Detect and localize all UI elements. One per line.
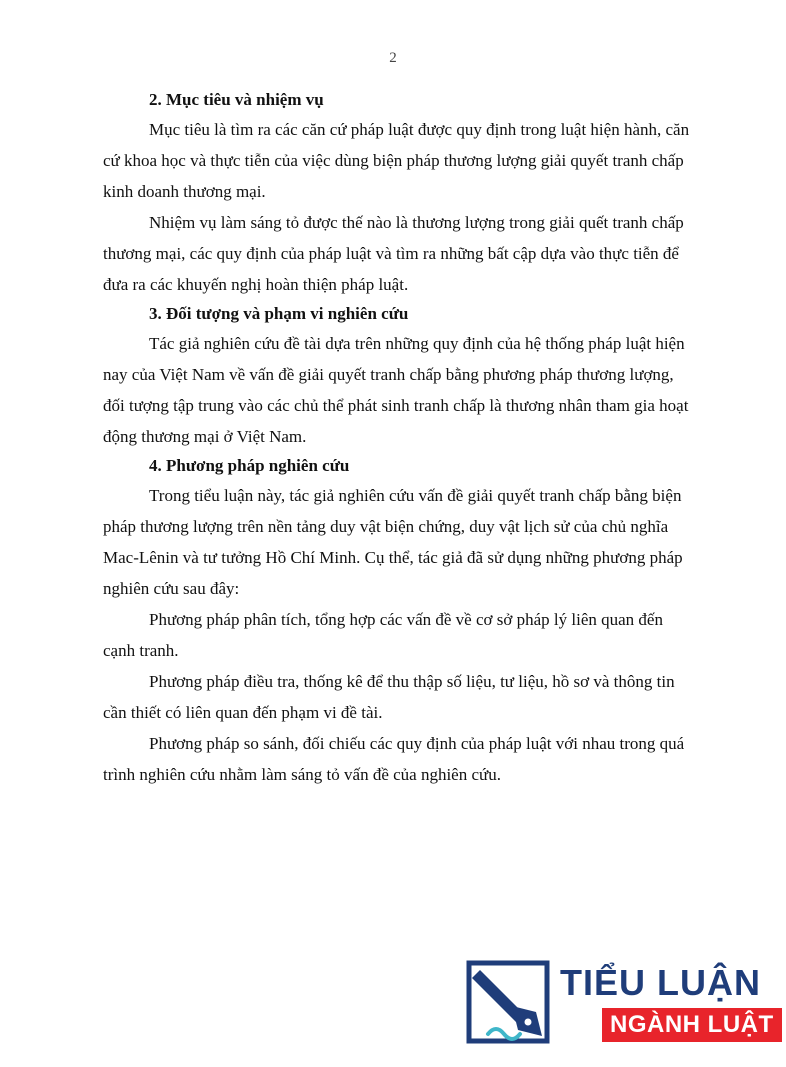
section-objectives — [103, 86, 693, 300]
brand-logo — [466, 958, 774, 1048]
section-heading: 3. Đối tượng và phạm vi nghiên cứu — [149, 304, 409, 323]
paragraph: Phương pháp so sánh, đối chiếu các quy định của pháp luật với nhau trong quá trình nghiên cứu nhằm làm sáng tỏ vấn đề của nghiên cứu. — [103, 734, 685, 784]
section-heading: 2. Mục tiêu và nhiệm vụ — [149, 90, 324, 109]
logo-title: TIỂU LUẬN — [560, 962, 761, 1003]
pen-nib-icon — [466, 960, 550, 1044]
page-number: 2 — [389, 50, 397, 66]
paragraph: Phương pháp điều tra, thống kê để thu thập số liệu, tư liệu, hồ sơ và thông tin cần thiết có liên quan đến phạm vi đề tài. — [103, 672, 675, 722]
paragraph: Nhiệm vụ làm sáng tỏ được thế nào là thương lượng trong giải quết tranh chấp thương mại, các quy định của pháp luật và tìm ra những bất cập dựa vào thực tiễn để đưa ra các khuyến nghị hoàn thiện pháp luật. — [103, 213, 684, 294]
section-methods — [103, 452, 693, 790]
paragraph: Tác giả nghiên cứu đề tài dựa trên những quy định của hệ thống pháp luật hiện nay của Việt Nam về vấn đề giải quyết tranh chấp bằng phương pháp thương lượng, đối tượng tập trung vào các chủ thể phát sinh tranh chấp là thương nhân tham gia hoạt động thương mại ở Việt Nam. — [103, 334, 689, 446]
section-heading: 4. Phương pháp nghiên cứu — [149, 456, 350, 475]
document-body — [103, 86, 693, 790]
paragraph: Trong tiểu luận này, tác giả nghiên cứu vấn đề giải quyết tranh chấp bằng biện pháp thương lượng trên nền tảng duy vật biện chứng, duy vật lịch sử của chủ nghĩa Mac-Lênin và tư tưởng Hồ Chí Minh. Cụ thể, tác giả đã sử dụng những phương pháp nghiên cứu sau đây: — [103, 486, 683, 598]
section-scope — [103, 300, 693, 452]
logo-subtitle: NGÀNH LUẬT — [602, 1008, 782, 1042]
paragraph: Mục tiêu là tìm ra các căn cứ pháp luật được quy định trong luật hiện hành, căn cứ khoa học và thực tiễn của việc dùng biện pháp thương lượng giải quyết tranh chấp kinh doanh thương mại. — [103, 120, 690, 201]
paragraph: Phương pháp phân tích, tổng hợp các vấn đề về cơ sở pháp lý liên quan đến cạnh tranh. — [103, 610, 663, 660]
